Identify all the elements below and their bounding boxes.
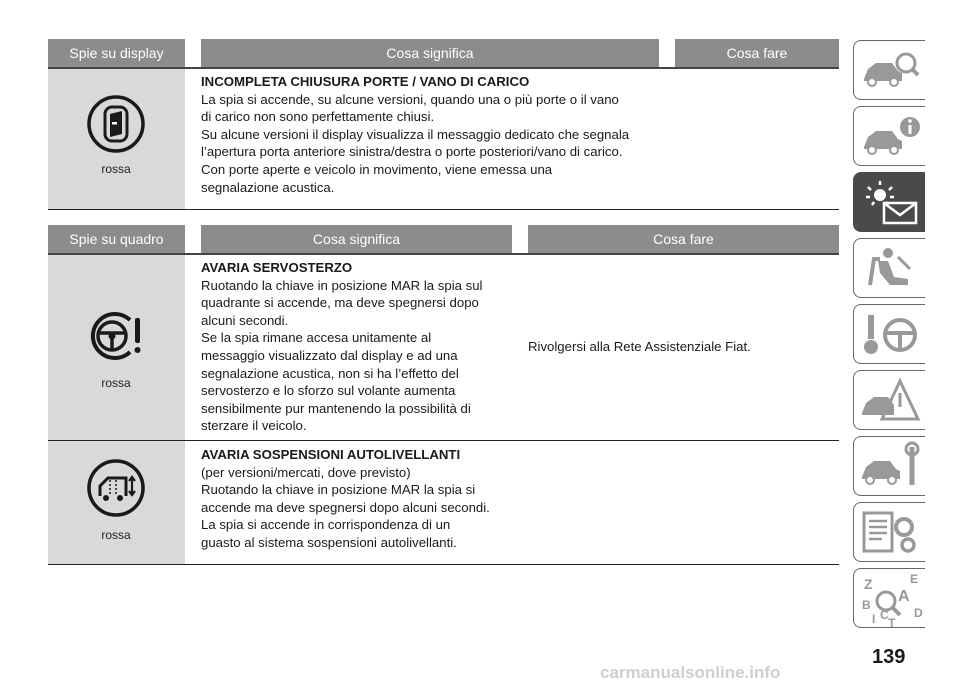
power-steering-title: AVARIA SERVOSTERZO [201, 260, 353, 275]
table1-header-col2: Cosa significa [201, 39, 659, 68]
car-breakdown-icon [854, 371, 926, 431]
tab-technical-data[interactable] [853, 502, 925, 562]
suspension-description: (per versioni/mercati, dove previsto) Ruotando la chiave in posizione MAR la spia si accende ma deve spegnersi dopo alcuni secondi. La spia si accende in corrispondenza di un guasto al sistema sospensioni autolivellanti. [201, 464, 490, 550]
door-warning-description: La spia si accende, su alcune versioni, quando una o più porte o il vano di carico non sono perfettamente chiusi. Su alcune versioni il display visualizza il messaggio dedicato che segnala l’apertura porta anteriore sinistra/destra o porte posteriori/vano di carico. Con porte aperte e veicolo in movimento, viene emessa una segnalazione acustica. [201, 91, 630, 195]
tab-emergency[interactable] [853, 370, 925, 430]
tab-maintenance[interactable] [853, 436, 925, 496]
table2-header-col1: Spie su quadro [48, 225, 185, 254]
svg-text:I: I [872, 612, 876, 626]
svg-text:B: B [862, 598, 871, 612]
svg-text:C: C [880, 608, 889, 622]
warning-light-message-icon [854, 173, 926, 233]
table2-action-text: Rivolgersi alla Rete Assistenziale Fiat. [528, 339, 751, 354]
table1-meaning-cell [201, 73, 671, 196]
car-search-icon [854, 41, 926, 101]
table2-bottom-rule [48, 564, 839, 565]
seat-airbag-icon [854, 239, 926, 299]
svg-text:Z: Z [864, 576, 873, 592]
car-info-icon [854, 107, 926, 167]
table2-row1-meaning-cell [201, 259, 521, 435]
table2-header-col3: Cosa fare [528, 225, 839, 254]
svg-text:D: D [914, 606, 923, 620]
page-number: 139 [872, 646, 906, 668]
table2-header-col2: Cosa significa [201, 225, 512, 254]
key-steering-icon [854, 305, 926, 365]
tab-index[interactable] [853, 568, 925, 628]
table1-bottom-rule [48, 209, 839, 210]
watermark: carmanualsonline.info [600, 663, 781, 682]
car-wrench-icon [854, 437, 926, 497]
tab-car-search[interactable] [853, 40, 925, 100]
svg-text:A: A [898, 588, 910, 605]
door-warning-title: INCOMPLETA CHIUSURA PORTE / VANO DI CARICO [201, 74, 530, 89]
table1-header-col3: Cosa fare [675, 39, 839, 68]
steering-warning-icon [86, 306, 146, 366]
svg-text:E: E [910, 572, 919, 586]
tab-starting-driving[interactable] [853, 304, 925, 364]
tab-safety[interactable] [853, 238, 925, 298]
alphabet-index-icon [854, 569, 926, 629]
document-gears-icon [854, 503, 926, 563]
suspension-title: AVARIA SOSPENSIONI AUTOLIVELLANTI [201, 447, 461, 462]
suspension-warning-icon [86, 458, 146, 518]
table1-header-col1: Spie su display [48, 39, 185, 68]
tab-warning-lights[interactable] [853, 172, 925, 232]
table1-color-label: rossa [101, 162, 131, 176]
table2-row2-color-label: rossa [101, 528, 131, 542]
power-steering-description: Ruotando la chiave in posizione MAR la spia sul quadrante si accende, ma deve spegnersi dopo alcuni secondi. Se la spia rimane accesa unitamente al messaggio visualizzato dal display e ad una segnalazione acustica, non si ha l’effetto del servosterzo e lo sforzo sul volante aumenta sensibilmente pur mantenendo la possibilità di sterzare il veicolo. [201, 277, 483, 434]
table2-row2-meaning-cell [201, 446, 521, 552]
svg-text:T: T [888, 616, 896, 629]
door-open-icon [86, 94, 146, 154]
tab-car-info[interactable] [853, 106, 925, 166]
table2-row1-color-label: rossa [101, 376, 131, 390]
